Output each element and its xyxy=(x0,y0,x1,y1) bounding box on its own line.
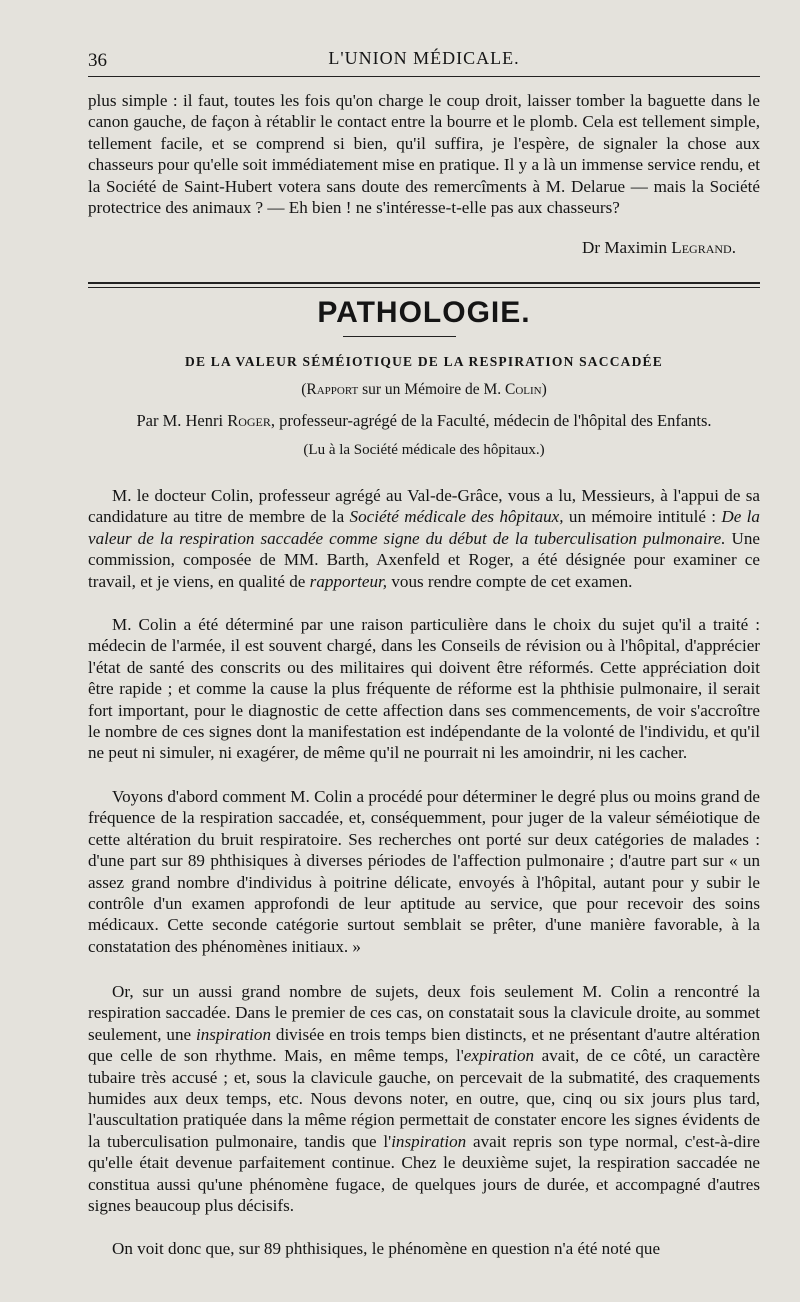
section-rule-top xyxy=(88,282,760,284)
body-paragraph-4: Or, sur un aussi grand nombre de sujets, deux fois seulement M. Colin a rencontré la respiration saccadée. Dans le premier de ces cas, on constatait sous la clavicule droite, au sommet seulement, une inspiration divisée en trois temps bien distincts, et ne présentant d'autre altération que celle de son rhythme. Mais, en même temps, l'expiration avait, de ce côté, un caractère tubaire très accusé ; et, sous la clavicule gauche, on percevait de la submatité, des craquements humides aux deux temps, etc. Nous devons noter, en outre, que, cinq ou six jours plus tard, l'auscultation pratiquée dans la même région permettait de constater encore les signes évidents de la tuberculisation pulmonaire, tandis que l'inspiration avait repris son type normal, c'est-à-dire qu'elle était devenue parfaitement continue. Chez le deuxième sujet, la respiration saccadée ne constitua aussi qu'une phénomène fugace, de quelques jours de durée, et accompagné d'autres signes beaucoup plus décisifs. xyxy=(88,982,760,1216)
page-header xyxy=(88,44,760,72)
title-rule xyxy=(343,336,456,337)
header-rule xyxy=(88,76,760,77)
body-paragraph-2: M. Colin a été déterminé par une raison particulière dans le choix du sujet qu'il a traité : médecin de l'armée, il est souvent chargé, dans les Conseils de révision ou à l'hôpital, d'apprécier l'état de santé des conscrits ou des militaires qui doivent être réformés. Cette appréciation doit être rapide ; et comme la cause la plus fréquente de réforme est la phthisie pulmonaire, il serait fort important, pour le diagnostic de cette affection dans ses commencements, de voir s'accroître le nombre de ces signes dont la manifestation est indépendante de la volonté de l'individu, et qu'il ne peut ni simuler, ni exagérer, de même qu'il ne pourrait ni les amoindrir, ni les cacher. xyxy=(88,615,760,763)
page-number: 36 xyxy=(88,50,107,71)
article-title: DE LA VALEUR SÉMÉIOTIQUE DE LA RESPIRATION SACCADÉE xyxy=(185,354,663,369)
intro-paragraph: plus simple : il faut, toutes les fois qu'on charge le coup droit, laisser tomber la baguette dans le canon gauche, de façon à rétablir le contact entre la bourre et le plomb. Cela est tellement simple, tellement facile, et se comprend si bien, qu'il suffira, je l'espère, de signaler la chose aux chasseurs pour qu'elle soit immédiatement mise en pratique. Il y a là un immense service rendu, et la Société de Saint-Hubert votera sans doute des remercîments à M. Delarue — mais la Société protectrice des animaux ? — Eh bien ! ne s'intéresse-t-elle pas aux chasseurs? xyxy=(88,91,760,218)
section-rule-bottom xyxy=(88,287,760,288)
section-title: PATHOLOGIE. xyxy=(317,296,531,329)
read-at-line: (Lu à la Société médicale des hôpitaux.) xyxy=(303,442,545,458)
author-line: Par M. Henri Roger, professeur-agrégé de la Faculté, médecin de l'hôpital des Enfants. xyxy=(136,411,712,430)
body-paragraph-5: On voit donc que, sur 89 phthisiques, le phénomène en question n'a été noté que xyxy=(112,1239,661,1258)
signature: Dr Maximin Legrand. xyxy=(582,238,736,257)
running-title: L'UNION MÉDICALE. xyxy=(328,48,520,68)
body-paragraph-1: M. le docteur Colin, professeur agrégé au Val-de-Grâce, vous a lu, Messieurs, à l'appui de sa candidature au titre de membre de la Société médicale des hôpitaux, un mémoire intitulé : De la valeur de la respiration saccadée comme signe du début de la tuberculisation pulmonaire. Une commission, composée de MM. Barth, Axenfeld et Roger, a été désignée pour examiner ce travail, et je viens, en qualité de rapporteur, vous rendre compte de cet examen. xyxy=(88,486,760,591)
body-paragraph-3: Voyons d'abord comment M. Colin a procédé pour déterminer le degré plus ou moins grand de fréquence de la respiration saccadée, et, conséquemment, pour juger de la valeur séméiotique de cette altération du bruit respiratoire. Ses recherches ont porté sur deux catégories de malades : d'une part sur 89 phthisiques à diverses périodes de l'affection pulmonaire ; d'autre part sur « un assez grand nombre d'individus à poitrine délicate, envoyés à l'hôpital, autant pour y subir le contrôle d'un examen approfondi de leur aptitude au service, que pour recevoir des soins médicaux. Cette seconde catégorie surtout semblait se prêter, d'une manière favorable, à la constatation des phénomènes initiaux. » xyxy=(88,787,760,956)
report-subtitle: (Rapport sur un Mémoire de M. Colin) xyxy=(301,381,547,398)
